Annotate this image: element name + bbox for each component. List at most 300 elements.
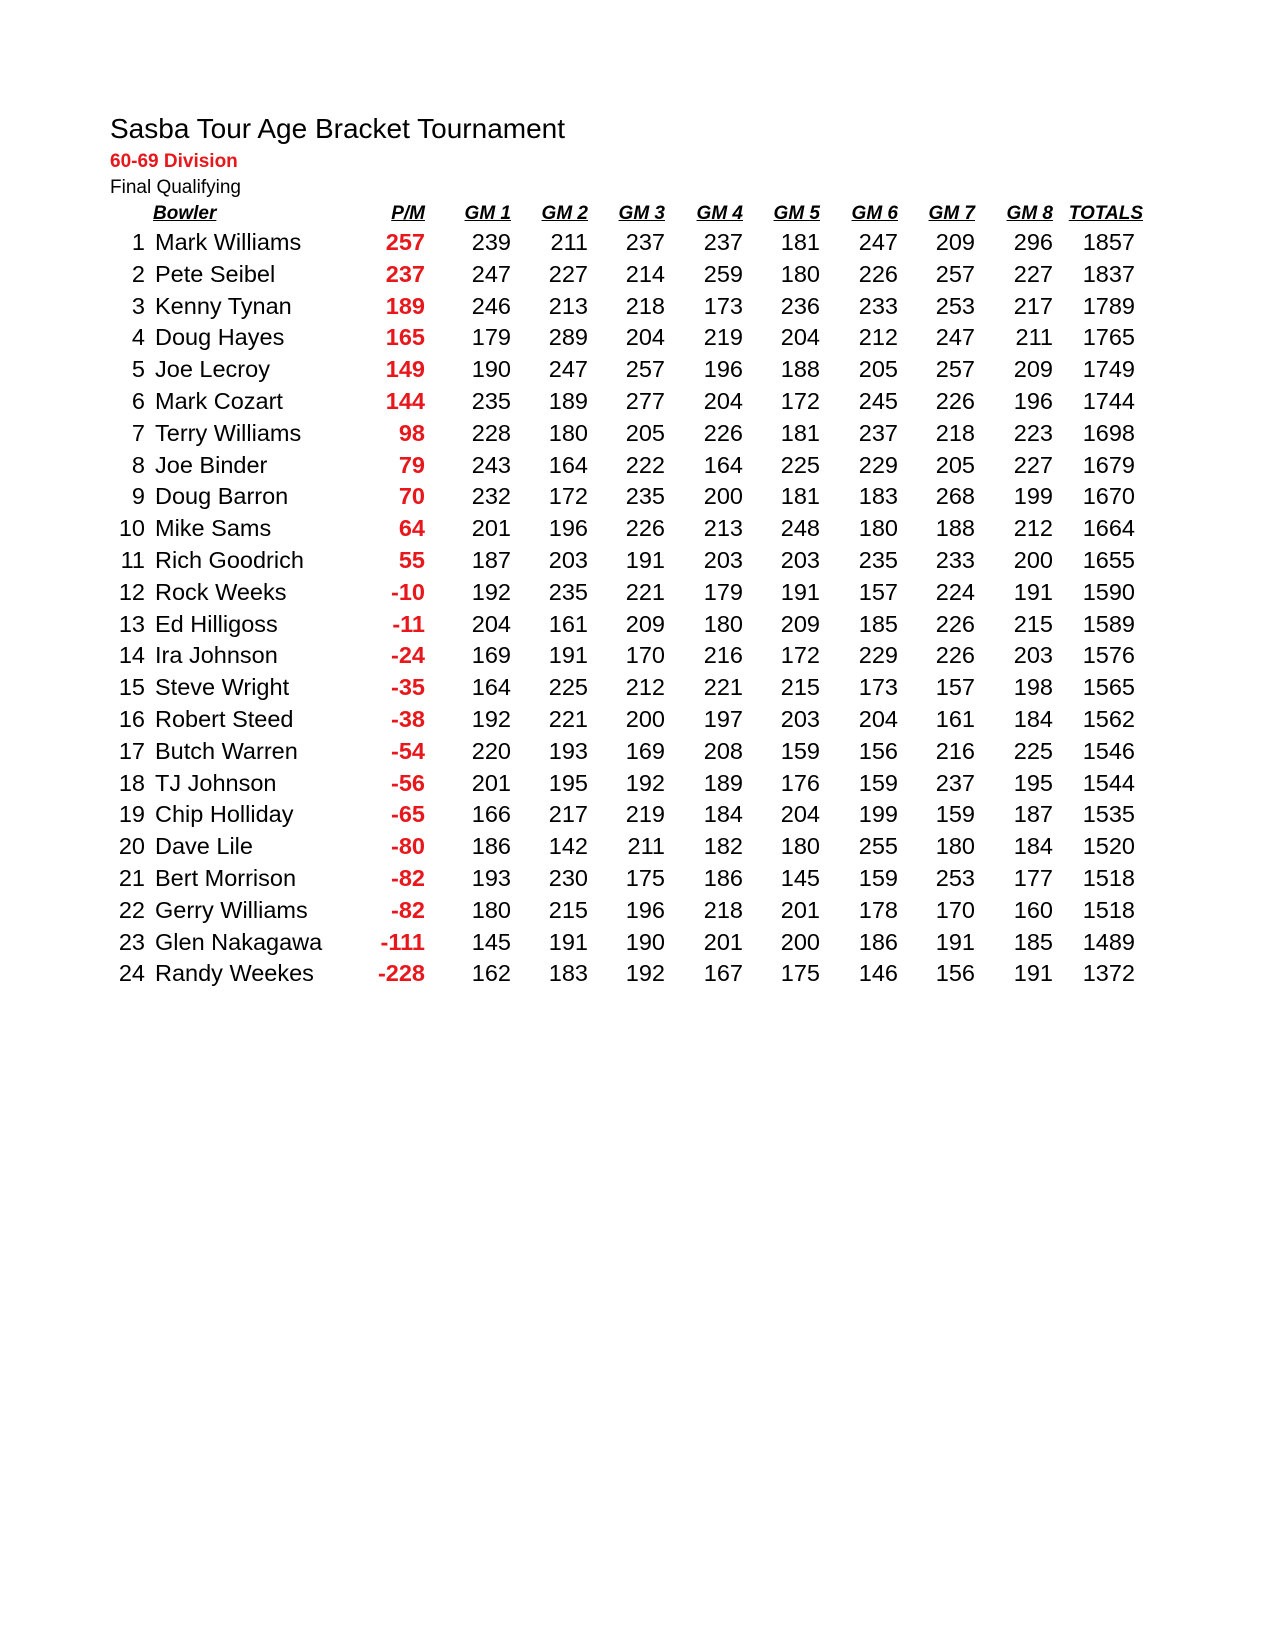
game-6-score: 245 (858, 387, 898, 414)
game-3-score: 205 (625, 419, 665, 446)
rank-cell: 3 (131, 292, 145, 319)
game-2-score: 191 (548, 928, 588, 955)
header-gm2: GM 2 (541, 203, 588, 224)
game-7-score: 216 (935, 737, 975, 764)
bowler-name: Ed Hilligoss (155, 610, 278, 637)
game-8-score: 160 (1013, 896, 1053, 923)
game-2-score: 142 (548, 833, 588, 860)
game-6-score: 212 (858, 324, 898, 351)
game-1-score: 228 (471, 419, 511, 446)
total-cell: 1857 (1082, 229, 1135, 255)
game-6-score: 185 (858, 610, 898, 637)
game-1-score: 235 (471, 387, 511, 414)
game-1-score: 247 (471, 260, 511, 287)
game-7-score: 226 (935, 610, 975, 637)
game-8-score: 195 (1013, 769, 1053, 796)
game-5-score: 203 (780, 546, 820, 573)
game-8-score: 191 (1013, 960, 1053, 987)
pm-cell: 165 (385, 324, 425, 351)
bowler-name: Mark Williams (155, 229, 302, 255)
game-4-score: 197 (703, 705, 743, 732)
game-7-score: 226 (935, 387, 975, 414)
game-6-score: 235 (858, 546, 898, 573)
game-3-score: 191 (625, 546, 665, 573)
game-3-score: 226 (625, 515, 665, 542)
game-8-score: 177 (1013, 864, 1053, 891)
game-7-score: 247 (935, 324, 975, 351)
bowler-name: Rich Goodrich (155, 546, 304, 573)
total-cell: 1546 (1082, 737, 1135, 764)
game-4-score: 189 (703, 769, 743, 796)
total-cell: 1535 (1082, 801, 1135, 828)
game-6-score: 233 (858, 292, 898, 319)
table-row (0, 513, 1275, 545)
game-2-score: 193 (548, 737, 588, 764)
bowler-name: Gerry Williams (155, 896, 308, 923)
game-5-score: 209 (780, 610, 820, 637)
document-title: Sasba Tour Age Bracket Tournament (110, 113, 566, 144)
pm-cell: -35 (391, 674, 425, 701)
header-gm1: GM 1 (464, 203, 511, 224)
game-6-score: 159 (858, 864, 898, 891)
game-6-score: 237 (858, 419, 898, 446)
pm-cell: -10 (391, 578, 425, 605)
rank-cell: 20 (118, 833, 145, 860)
rank-cell: 23 (118, 928, 145, 955)
game-2-score: 217 (548, 801, 588, 828)
total-cell: 1576 (1082, 642, 1135, 669)
rank-cell: 1 (131, 229, 145, 255)
game-1-score: 204 (471, 610, 511, 637)
game-5-score: 176 (780, 769, 820, 796)
table-row (0, 227, 1275, 259)
bowler-name: Randy Weekes (155, 960, 314, 987)
game-7-score: 191 (935, 928, 975, 955)
game-4-score: 184 (703, 801, 743, 828)
bowler-name: Mike Sams (155, 515, 272, 542)
game-6-score: 186 (858, 928, 898, 955)
pm-cell: 257 (385, 229, 425, 255)
game-3-score: 218 (625, 292, 665, 319)
game-6-score: 178 (858, 896, 898, 923)
table-row (0, 450, 1275, 482)
rank-cell: 4 (131, 324, 145, 351)
game-7-score: 253 (935, 864, 975, 891)
game-1-score: 190 (471, 356, 511, 383)
game-2-score: 203 (548, 546, 588, 573)
game-3-score: 170 (625, 642, 665, 669)
total-cell: 1670 (1082, 483, 1135, 510)
rank-cell: 18 (118, 769, 145, 796)
game-3-score: 192 (625, 960, 665, 987)
game-2-score: 247 (548, 356, 588, 383)
game-4-score: 173 (703, 292, 743, 319)
total-cell: 1589 (1082, 610, 1135, 637)
bowler-name: Steve Wright (155, 674, 290, 701)
game-5-score: 248 (780, 515, 820, 542)
game-4-score: 167 (703, 960, 743, 987)
game-2-score: 227 (548, 260, 588, 287)
game-3-score: 219 (625, 801, 665, 828)
rank-cell: 11 (120, 546, 145, 573)
table-row (0, 704, 1275, 736)
game-8-score: 225 (1013, 737, 1053, 764)
game-4-score: 200 (703, 483, 743, 510)
game-7-score: 205 (935, 451, 975, 478)
game-4-score: 218 (703, 896, 743, 923)
game-4-score: 179 (703, 578, 743, 605)
qualifying-label: Final Qualifying (110, 177, 241, 198)
game-1-score: 186 (471, 833, 511, 860)
game-4-score: 208 (703, 737, 743, 764)
game-4-score: 221 (703, 674, 743, 701)
bowler-name: Robert Steed (155, 705, 294, 732)
standings-table (0, 227, 1275, 990)
header-bowler: Bowler (153, 203, 217, 224)
game-3-score: 200 (625, 705, 665, 732)
game-8-score: 203 (1013, 642, 1053, 669)
game-4-score: 201 (703, 928, 743, 955)
bowler-name: Joe Lecroy (155, 356, 270, 383)
game-6-score: 229 (858, 642, 898, 669)
bowler-name: Bert Morrison (155, 864, 297, 891)
game-1-score: 192 (471, 705, 511, 732)
pm-cell: -65 (391, 801, 425, 828)
game-4-score: 196 (703, 356, 743, 383)
pm-cell: -54 (391, 737, 425, 764)
bowler-name: Terry Williams (155, 419, 302, 446)
game-3-score: 235 (625, 483, 665, 510)
game-2-score: 172 (548, 483, 588, 510)
game-2-score: 191 (548, 642, 588, 669)
header-gm6: GM 6 (851, 203, 898, 224)
game-3-score: 214 (625, 260, 665, 287)
rank-cell: 13 (118, 610, 145, 637)
game-4-score: 213 (703, 515, 743, 542)
game-8-score: 209 (1013, 356, 1053, 383)
pm-cell: -24 (391, 642, 425, 669)
game-2-score: 215 (548, 896, 588, 923)
total-cell: 1664 (1082, 515, 1135, 542)
bowler-name: Chip Holliday (155, 801, 294, 828)
game-8-score: 296 (1013, 229, 1053, 255)
table-row (0, 640, 1275, 672)
division-label: 60-69 Division (110, 151, 238, 172)
table-row (0, 481, 1275, 513)
rank-cell: 15 (118, 674, 145, 701)
game-7-score: 159 (935, 801, 975, 828)
game-8-score: 196 (1013, 387, 1053, 414)
game-1-score: 166 (471, 801, 511, 828)
header-gm3: GM 3 (618, 203, 665, 224)
total-cell: 1518 (1082, 896, 1135, 923)
table-row (0, 354, 1275, 386)
game-2-score: 180 (548, 419, 588, 446)
table-row (0, 895, 1275, 927)
game-5-score: 145 (780, 864, 820, 891)
total-cell: 1562 (1082, 705, 1135, 732)
total-cell: 1837 (1082, 260, 1135, 287)
header-gm5: GM 5 (773, 203, 820, 224)
game-4-score: 216 (703, 642, 743, 669)
game-7-score: 157 (935, 674, 975, 701)
game-2-score: 221 (548, 705, 588, 732)
game-8-score: 217 (1013, 292, 1053, 319)
game-3-score: 212 (625, 674, 665, 701)
game-5-score: 175 (780, 960, 820, 987)
bowler-name: Ira Johnson (155, 642, 278, 669)
game-6-score: 247 (858, 229, 898, 255)
game-6-score: 146 (858, 960, 898, 987)
rank-cell: 14 (118, 642, 145, 669)
total-cell: 1744 (1082, 387, 1135, 414)
game-7-score: 257 (935, 260, 975, 287)
game-7-score: 161 (935, 705, 975, 732)
game-7-score: 224 (935, 578, 975, 605)
game-1-score: 169 (471, 642, 511, 669)
game-1-score: 201 (471, 515, 511, 542)
pm-cell: -111 (380, 928, 425, 955)
rank-cell: 6 (131, 387, 145, 414)
table-row (0, 831, 1275, 863)
game-3-score: 175 (625, 864, 665, 891)
game-7-score: 268 (935, 483, 975, 510)
game-3-score: 257 (625, 356, 665, 383)
game-2-score: 213 (548, 292, 588, 319)
pm-cell: 98 (398, 419, 425, 446)
game-8-score: 215 (1013, 610, 1053, 637)
game-8-score: 199 (1013, 483, 1053, 510)
game-3-score: 237 (625, 229, 665, 255)
total-cell: 1590 (1082, 578, 1135, 605)
bowler-name: Rock Weeks (155, 578, 287, 605)
game-2-score: 196 (548, 515, 588, 542)
bowler-name: Glen Nakagawa (155, 928, 323, 955)
game-5-score: 236 (780, 292, 820, 319)
game-8-score: 187 (1013, 801, 1053, 828)
game-4-score: 164 (703, 451, 743, 478)
rank-cell: 12 (118, 578, 145, 605)
game-5-score: 188 (780, 356, 820, 383)
total-cell: 1518 (1082, 864, 1135, 891)
rank-cell: 24 (118, 960, 145, 987)
game-5-score: 181 (780, 483, 820, 510)
game-2-score: 235 (548, 578, 588, 605)
total-cell: 1655 (1082, 546, 1135, 573)
game-1-score: 193 (471, 864, 511, 891)
game-4-score: 204 (703, 387, 743, 414)
game-7-score: 156 (935, 960, 975, 987)
game-6-score: 255 (858, 833, 898, 860)
game-4-score: 203 (703, 546, 743, 573)
total-cell: 1489 (1082, 928, 1135, 955)
table-row (0, 259, 1275, 291)
table-row (0, 322, 1275, 354)
pm-cell: -56 (391, 769, 425, 796)
game-7-score: 233 (935, 546, 975, 573)
game-5-score: 172 (780, 642, 820, 669)
game-4-score: 219 (703, 324, 743, 351)
game-7-score: 209 (935, 229, 975, 255)
game-8-score: 227 (1013, 451, 1053, 478)
game-2-score: 225 (548, 674, 588, 701)
game-5-score: 191 (780, 578, 820, 605)
rank-cell: 17 (118, 737, 145, 764)
game-5-score: 159 (780, 737, 820, 764)
game-8-score: 223 (1013, 419, 1053, 446)
game-2-score: 161 (548, 610, 588, 637)
bowler-name: Joe Binder (155, 451, 268, 478)
game-3-score: 204 (625, 324, 665, 351)
bowler-name: Mark Cozart (155, 387, 283, 414)
header-gm8: GM 8 (1006, 203, 1053, 224)
table-row (0, 672, 1275, 704)
total-cell: 1372 (1082, 960, 1135, 987)
game-1-score: 164 (471, 674, 511, 701)
rank-cell: 8 (131, 451, 145, 478)
game-4-score: 237 (703, 229, 743, 255)
game-2-score: 183 (548, 960, 588, 987)
bowler-name: Doug Barron (155, 483, 289, 510)
game-8-score: 200 (1013, 546, 1053, 573)
header-gm4: GM 4 (696, 203, 743, 224)
pm-cell: -228 (377, 960, 425, 987)
rank-cell: 19 (118, 801, 145, 828)
game-1-score: 180 (471, 896, 511, 923)
game-6-score: 173 (858, 674, 898, 701)
pm-cell: -11 (392, 610, 425, 637)
table-row (0, 958, 1275, 990)
game-5-score: 181 (780, 419, 820, 446)
rank-cell: 21 (118, 864, 145, 891)
table-row (0, 736, 1275, 768)
game-3-score: 192 (625, 769, 665, 796)
game-3-score: 209 (625, 610, 665, 637)
rank-cell: 16 (118, 705, 145, 732)
table-row (0, 545, 1275, 577)
game-8-score: 211 (1015, 324, 1053, 351)
rank-cell: 7 (131, 419, 145, 446)
game-3-score: 221 (625, 578, 665, 605)
game-1-score: 220 (471, 737, 511, 764)
game-8-score: 227 (1013, 260, 1053, 287)
game-7-score: 257 (935, 356, 975, 383)
pm-cell: 79 (398, 451, 425, 478)
table-row (0, 927, 1275, 959)
bowler-name: Kenny Tynan (155, 292, 292, 319)
pm-cell: 70 (398, 483, 425, 510)
game-1-score: 145 (471, 928, 511, 955)
pm-cell: 189 (385, 292, 425, 319)
game-7-score: 226 (935, 642, 975, 669)
game-1-score: 162 (471, 960, 511, 987)
game-3-score: 222 (625, 451, 665, 478)
total-cell: 1698 (1082, 419, 1135, 446)
bowler-name: Doug Hayes (155, 324, 285, 351)
game-6-score: 199 (858, 801, 898, 828)
game-7-score: 170 (935, 896, 975, 923)
header-gm7: GM 7 (928, 203, 975, 224)
game-5-score: 215 (780, 674, 820, 701)
bowler-name: Pete Seibel (155, 260, 276, 287)
game-8-score: 184 (1013, 705, 1053, 732)
game-6-score: 226 (858, 260, 898, 287)
game-6-score: 180 (858, 515, 898, 542)
game-1-score: 239 (471, 229, 511, 255)
game-5-score: 180 (780, 833, 820, 860)
game-5-score: 201 (780, 896, 820, 923)
game-6-score: 205 (858, 356, 898, 383)
game-8-score: 212 (1013, 515, 1053, 542)
pm-cell: 149 (385, 356, 425, 383)
pm-cell: 64 (398, 515, 425, 542)
total-cell: 1749 (1082, 356, 1135, 383)
game-8-score: 191 (1013, 578, 1053, 605)
game-4-score: 180 (703, 610, 743, 637)
total-cell: 1679 (1082, 451, 1135, 478)
game-2-score: 164 (548, 451, 588, 478)
game-2-score: 189 (548, 387, 588, 414)
game-1-score: 243 (471, 451, 511, 478)
game-3-score: 211 (627, 833, 665, 860)
pm-cell: -82 (391, 896, 425, 923)
game-6-score: 229 (858, 451, 898, 478)
game-5-score: 204 (780, 801, 820, 828)
game-4-score: 226 (703, 419, 743, 446)
header-pm: P/M (391, 203, 425, 224)
game-2-score: 211 (550, 229, 588, 255)
game-2-score: 195 (548, 769, 588, 796)
game-4-score: 259 (703, 260, 743, 287)
pm-cell: -38 (391, 705, 425, 732)
game-7-score: 180 (935, 833, 975, 860)
game-1-score: 232 (471, 483, 511, 510)
total-cell: 1789 (1082, 292, 1135, 319)
game-7-score: 218 (935, 419, 975, 446)
game-1-score: 246 (471, 292, 511, 319)
table-row (0, 768, 1275, 800)
rank-cell: 2 (131, 260, 145, 287)
game-3-score: 277 (625, 387, 665, 414)
game-7-score: 188 (935, 515, 975, 542)
table-row (0, 418, 1275, 450)
game-5-score: 225 (780, 451, 820, 478)
pm-cell: 237 (385, 260, 425, 287)
pm-cell: -82 (391, 864, 425, 891)
pm-cell: 55 (398, 546, 425, 573)
pm-cell: 144 (385, 387, 425, 414)
game-6-score: 204 (858, 705, 898, 732)
table-row (0, 386, 1275, 418)
game-8-score: 184 (1013, 833, 1053, 860)
game-6-score: 183 (858, 483, 898, 510)
game-3-score: 169 (625, 737, 665, 764)
game-1-score: 201 (471, 769, 511, 796)
rank-cell: 10 (118, 515, 145, 542)
table-row (0, 577, 1275, 609)
game-3-score: 190 (625, 928, 665, 955)
rank-cell: 9 (131, 483, 145, 510)
game-1-score: 179 (471, 324, 511, 351)
game-6-score: 159 (858, 769, 898, 796)
table-row (0, 609, 1275, 641)
game-4-score: 186 (703, 864, 743, 891)
game-5-score: 180 (780, 260, 820, 287)
pm-cell: -80 (391, 833, 425, 860)
game-5-score: 172 (780, 387, 820, 414)
rank-cell: 22 (118, 896, 145, 923)
table-row (0, 799, 1275, 831)
